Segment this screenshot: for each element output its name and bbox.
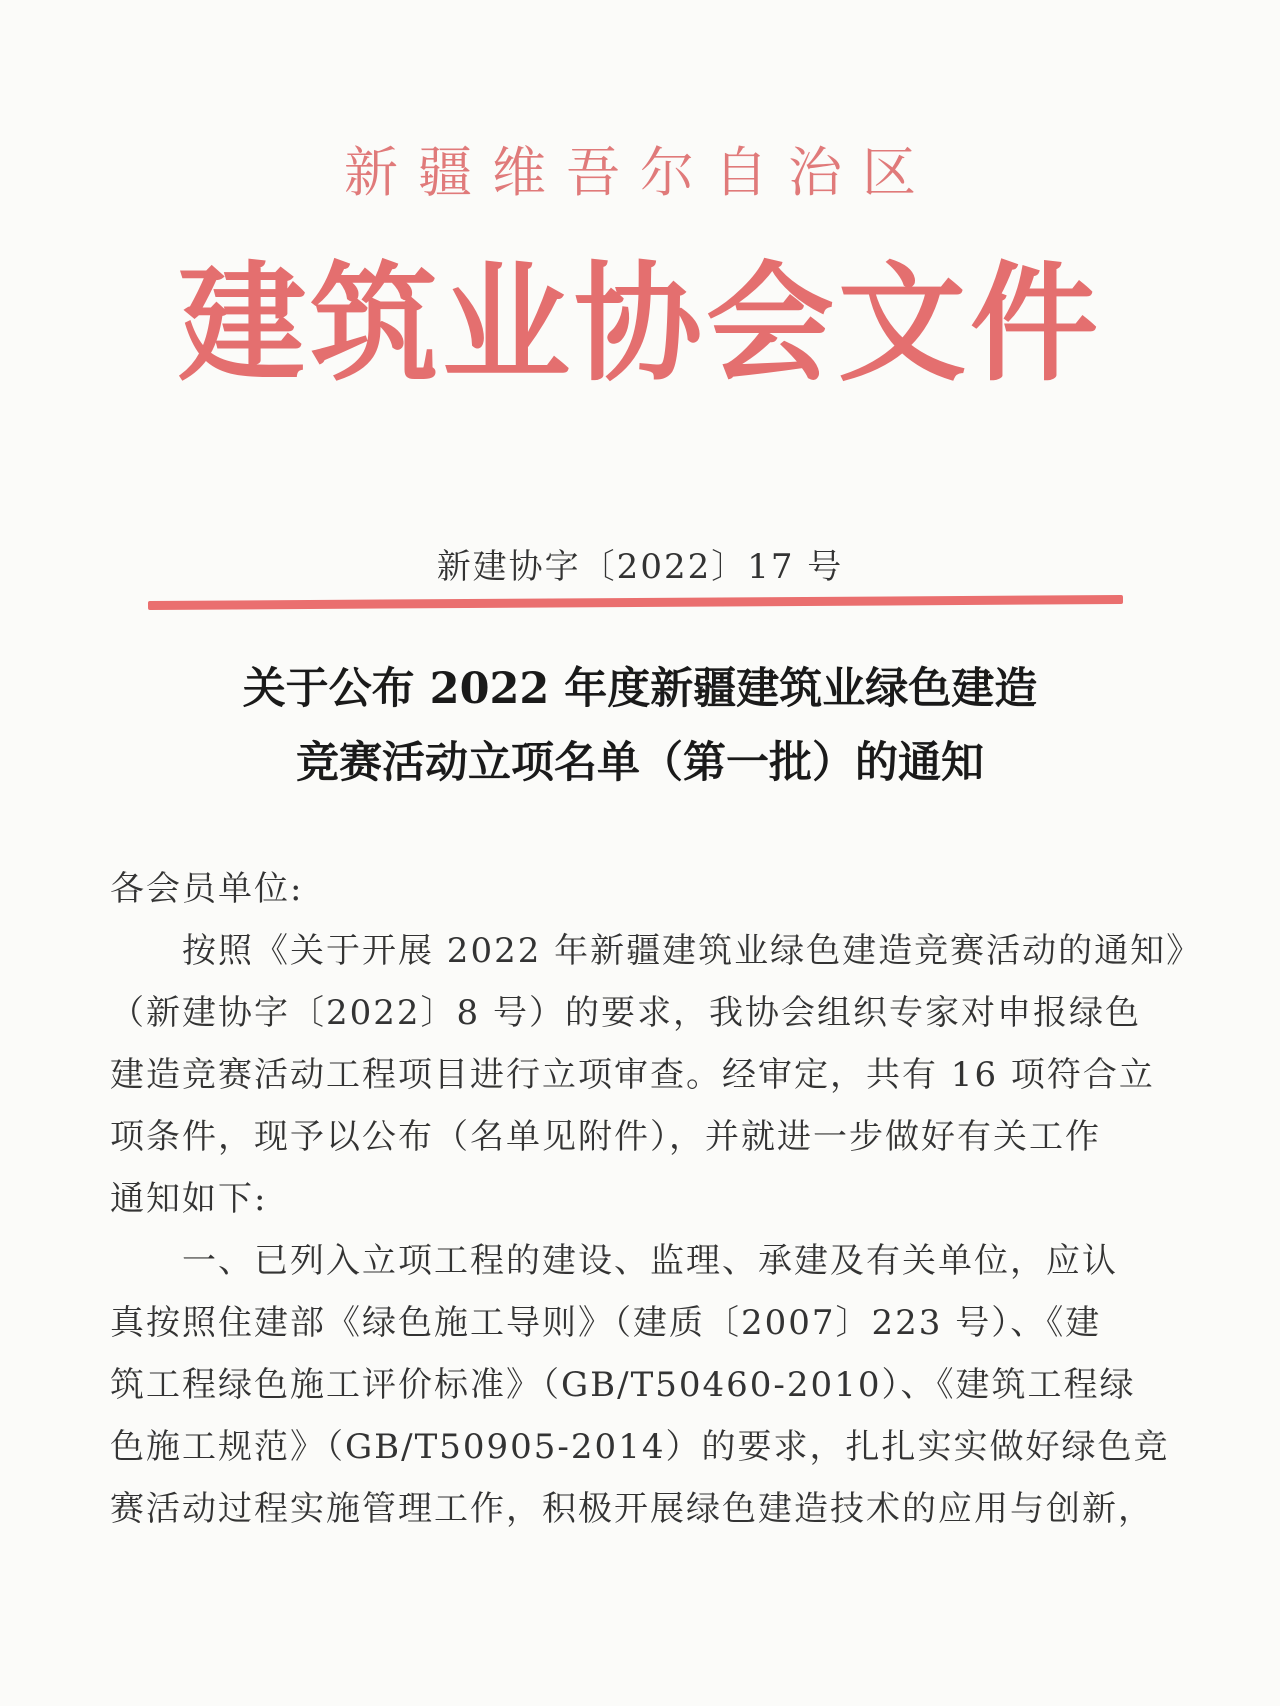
- body-line: （新建协字〔2022〕8 号）的要求，我协会组织专家对申报绿色: [110, 993, 1141, 1033]
- red-divider-line: [148, 595, 1123, 610]
- title-line-1: 关于公布 2022 年度新疆建筑业绿色建造: [242, 664, 1038, 714]
- body-line: 按照《关于开展 2022 年新疆建筑业绿色建造竞赛活动的通知》: [182, 931, 1203, 971]
- salutation: 各会员单位:: [110, 869, 304, 909]
- document-masthead: 建筑业协会文件: [177, 250, 1102, 399]
- title-line-2: 竞赛活动立项名单（第一批）的通知: [296, 738, 984, 788]
- document-number: 新建协字〔2022〕17 号: [436, 547, 844, 587]
- body-line: 通知如下:: [110, 1179, 268, 1219]
- body-line: 真按照住建部《绿色施工导则》（建质〔2007〕223 号）、《建: [110, 1303, 1102, 1343]
- body-line: 色施工规范》（GB/T50905-2014）的要求，扎扎实实做好绿色竞: [110, 1427, 1170, 1467]
- body-line: 赛活动过程实施管理工作，积极开展绿色建造技术的应用与创新，: [110, 1489, 1154, 1529]
- document-body: [110, 858, 1203, 1540]
- body-line: 项条件，现予以公布（名单见附件），并就进一步做好有关工作: [110, 1117, 1101, 1157]
- body-line: 筑工程绿色施工评价标准》（GB/T50460-2010）、《建筑工程绿: [110, 1365, 1136, 1405]
- issuing-region: 新疆维吾尔自治区: [344, 141, 936, 204]
- body-line: 建造竞赛活动工程项目进行立项审查。经审定，共有 16 项符合立: [110, 1055, 1155, 1095]
- document-title: [0, 652, 1280, 800]
- body-line: 一、已列入立项工程的建设、监理、承建及有关单位，应认: [182, 1241, 1118, 1281]
